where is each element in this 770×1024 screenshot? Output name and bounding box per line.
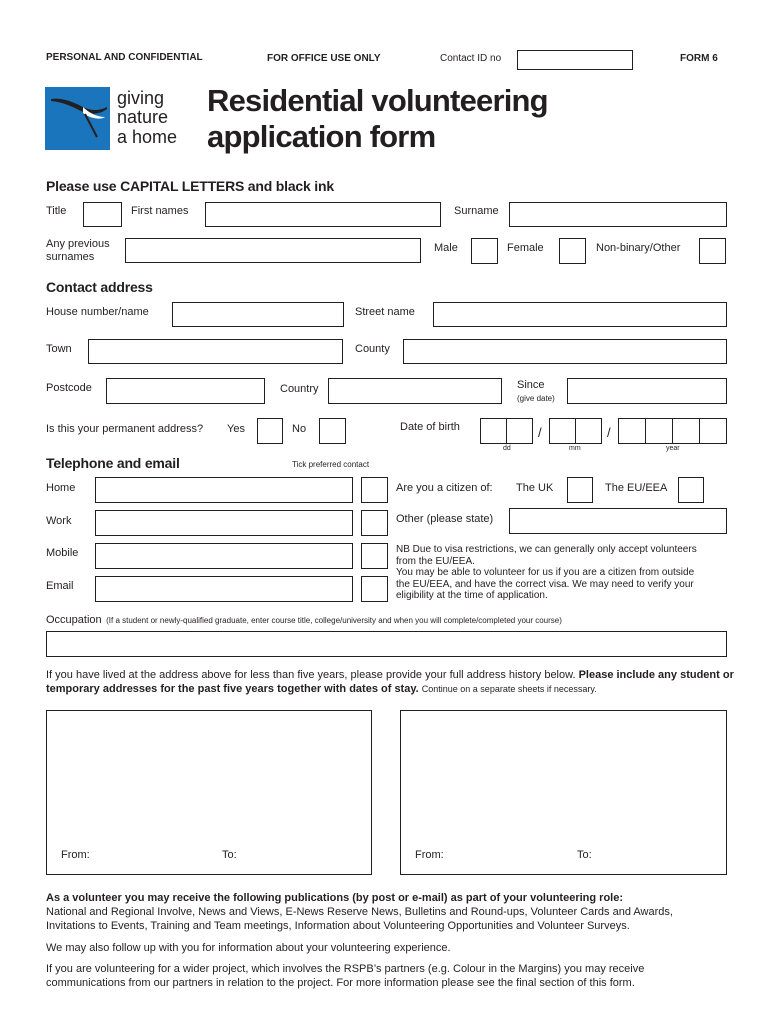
- dob-year-4[interactable]: [699, 418, 727, 444]
- nonbinary-label: Non-binary/Other: [596, 242, 681, 254]
- home-phone-field[interactable]: [95, 477, 353, 503]
- other-citizen-label: Other (please state): [396, 513, 494, 525]
- citizen-eu-checkbox[interactable]: [678, 477, 704, 503]
- occupation-field[interactable]: [46, 631, 727, 657]
- postcode-label: Postcode: [46, 382, 92, 394]
- occupation-label: Occupation: [46, 614, 102, 626]
- publications-partners-2: communications from our partners in relation to the project. For more information please see the final section of this form.: [46, 977, 635, 989]
- rspb-logo-icon: [45, 87, 110, 150]
- since-label: Since: [517, 379, 545, 391]
- other-citizen-field[interactable]: [509, 508, 727, 534]
- dob-month-1[interactable]: [549, 418, 576, 444]
- county-field[interactable]: [403, 339, 727, 364]
- surname-field[interactable]: [509, 202, 727, 227]
- house-field[interactable]: [172, 302, 344, 327]
- female-checkbox[interactable]: [559, 238, 586, 264]
- address-history-box-1[interactable]: [46, 710, 372, 875]
- history-to-label-2: To:: [577, 849, 592, 861]
- previous-surnames-label-1: Any previous: [46, 238, 110, 250]
- dob-month-2[interactable]: [575, 418, 602, 444]
- address-history-intro-small: Continue on a separate sheets if necessary.: [421, 684, 597, 694]
- previous-surnames-field[interactable]: [125, 238, 421, 263]
- male-checkbox[interactable]: [471, 238, 498, 264]
- surname-label: Surname: [454, 205, 499, 217]
- dob-mm-hint: mm: [569, 445, 581, 452]
- county-label: County: [355, 343, 390, 355]
- town-field[interactable]: [88, 339, 343, 364]
- history-to-label-1: To:: [222, 849, 237, 861]
- contact-address-heading: Contact address: [46, 279, 153, 295]
- male-label: Male: [434, 242, 458, 254]
- dob-separator-1: /: [538, 425, 542, 440]
- dob-separator-2: /: [607, 425, 611, 440]
- mobile-preferred-checkbox[interactable]: [361, 543, 388, 569]
- since-field[interactable]: [567, 378, 727, 404]
- dob-year-2[interactable]: [645, 418, 673, 444]
- address-history-box-2[interactable]: [400, 710, 727, 875]
- town-label: Town: [46, 343, 72, 355]
- street-label: Street name: [355, 306, 415, 318]
- first-names-field[interactable]: [205, 202, 441, 227]
- female-label: Female: [507, 242, 544, 254]
- occupation-label-row: [46, 610, 562, 628]
- dob-day-2[interactable]: [506, 418, 533, 444]
- work-phone-label: Work: [46, 515, 72, 527]
- title-label: Title: [46, 205, 67, 217]
- dob-year-1[interactable]: [618, 418, 646, 444]
- page-title-line2: application form: [207, 119, 436, 154]
- visa-note-4: the EU/EEA, and have the correct visa. We may need to verify your: [396, 578, 694, 590]
- country-label: Country: [280, 383, 319, 395]
- eu-label: The EU/EEA: [605, 482, 668, 494]
- title-field[interactable]: [83, 202, 122, 227]
- occupation-hint: (If a student or newly-qualified graduate, enter course title, college/university and when you will complete/completed your course): [106, 616, 562, 625]
- logo-text-a-home: a home: [117, 127, 178, 147]
- email-label: Email: [46, 580, 74, 592]
- permanent-yes-checkbox[interactable]: [257, 418, 283, 444]
- visa-note-3: You may be able to volunteer for us if you are a citizen from outside: [396, 567, 695, 578]
- page-title-line1: Residential volunteering: [207, 83, 548, 118]
- yes-label: Yes: [227, 423, 245, 435]
- mobile-field[interactable]: [95, 543, 353, 569]
- house-label: House number/name: [46, 306, 149, 318]
- home-phone-label: Home: [46, 482, 76, 494]
- dob-year-3[interactable]: [672, 418, 700, 444]
- history-from-label-2: From:: [415, 849, 444, 861]
- logo-text-giving: giving: [117, 88, 165, 108]
- publications-list-1: National and Regional Involve, News and Views, E-News Reserve News, Bulletins and Round-ups, Volunteer Cards and Awards,: [46, 906, 673, 918]
- country-field[interactable]: [328, 378, 502, 404]
- postcode-field[interactable]: [106, 378, 265, 404]
- history-from-label-1: From:: [61, 849, 90, 861]
- work-phone-field[interactable]: [95, 510, 353, 536]
- previous-surnames-label-2: surnames: [46, 251, 95, 263]
- publications-followup: We may also follow up with you for information about your volunteering experience.: [46, 942, 451, 954]
- email-preferred-checkbox[interactable]: [361, 576, 388, 602]
- citizen-uk-checkbox[interactable]: [567, 477, 593, 503]
- publications-partners-1: If you are volunteering for a wider project, which involves the RSPB’s partners (e.g. Colour in the Margins) you may receive: [46, 963, 645, 975]
- address-history-intro-text: If you have lived at the address above for less than five years, please provide your full address history below.: [46, 669, 576, 681]
- visa-note-5: eligibility at the time of application.: [396, 590, 548, 601]
- office-use-label: FOR OFFICE USE ONLY: [267, 53, 381, 64]
- telephone-email-heading: Telephone and email: [46, 455, 180, 471]
- logo-text-nature: nature: [117, 107, 169, 127]
- publications-heading: As a volunteer you may receive the following publications (by post or e-mail) as part of your volunteering role:: [46, 892, 623, 904]
- address-history-intro-bold: Please include any student or temporary addresses for the past five years together with dates of stay.: [46, 669, 734, 695]
- confidential-label: PERSONAL AND CONFIDENTIAL: [46, 52, 203, 63]
- mobile-label: Mobile: [46, 547, 79, 559]
- no-label: No: [292, 423, 307, 435]
- visa-note-2: from the EU/EEA.: [396, 555, 475, 567]
- dob-label: Date of birth: [400, 421, 460, 433]
- contact-id-field[interactable]: [517, 50, 633, 70]
- permanent-no-checkbox[interactable]: [319, 418, 346, 444]
- instructions-heading: Please use CAPITAL LETTERS and black ink: [46, 178, 334, 194]
- street-field[interactable]: [433, 302, 727, 327]
- address-history-intro: [46, 668, 736, 696]
- dob-year-hint: year: [666, 445, 680, 452]
- first-names-label: First names: [131, 205, 189, 217]
- uk-label: The UK: [516, 482, 554, 494]
- publications-list-2: Invitations to Events, Training and Team meetings, Information about Volunteering Opportunities and Volunteer Surveys.: [46, 920, 630, 932]
- email-field[interactable]: [95, 576, 353, 602]
- nonbinary-checkbox[interactable]: [699, 238, 726, 264]
- visa-note-1: NB Due to visa restrictions, we can generally only accept volunteers: [396, 544, 697, 555]
- form-number: FORM 6: [680, 53, 718, 64]
- since-hint: (give date): [517, 394, 555, 403]
- dob-day-1[interactable]: [480, 418, 507, 444]
- work-phone-preferred-checkbox[interactable]: [361, 510, 388, 536]
- permanent-address-label: Is this your permanent address?: [46, 423, 204, 435]
- tick-preferred-hint: Tick preferred contact: [292, 460, 370, 469]
- citizen-label: Are you a citizen of:: [396, 482, 493, 494]
- contact-id-label: Contact ID no: [440, 53, 502, 64]
- home-phone-preferred-checkbox[interactable]: [361, 477, 388, 503]
- dob-dd-hint: dd: [503, 445, 511, 452]
